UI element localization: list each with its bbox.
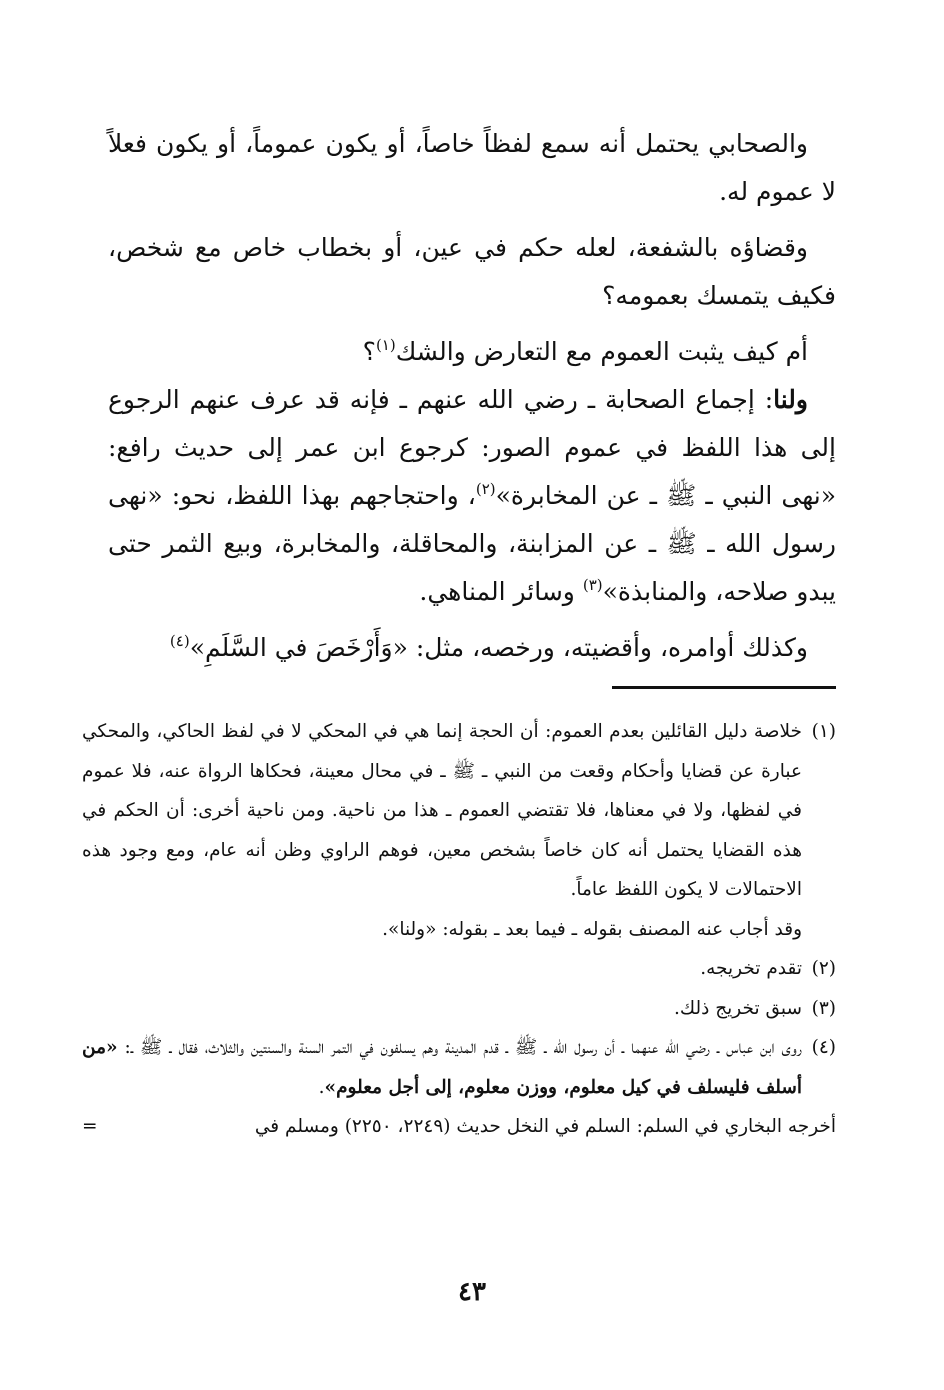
paragraph-3 [108, 328, 836, 376]
footnote-1-text: خلاصة دليل القائلين بعدم العموم: أن الحجة إنما هي في المحكي لا في لفظ الحاكي، والمحكي عبارة عن قضايا وأحكام وقعت من النبي ـ ﷺ ـ في محال معينة، فحكاها الرواة عنه، فلا عموم في لفظها، ولا في معناها، فلا تقتضي العموم ـ هذا من ناحية. ومن ناحية أخرى: أن الحكم في هذه القضايا يحتمل أنه كان خاصاً بشخص معين، فوهم الراوي وظن أنه عام، ومع وجود هذه الاحتمالات لا يكون اللفظ عاماً. [82, 721, 802, 900]
footnote-1-extra: وقد أجاب عنه المصنف بقوله ـ فيما بعد ـ بقوله: «ولنا». [382, 918, 802, 940]
footnote-ref-2[interactable]: (٢) [475, 480, 496, 498]
paragraph-4 [108, 376, 836, 616]
paragraph-2 [108, 224, 836, 320]
paragraph-4-text-a: : إجماع الصحابة ـ رضي الله عنهم ـ فإنه قد عرف عنهم الرجوع إلى هذا اللفظ في عموم الصور: كرجوع ابن عمر إلى حديث رافع: «نهى النبي ـ ﷺ ـ عن المخابرة» [108, 385, 837, 510]
footnote-3-text: سبق تخريج ذلك. [673, 997, 802, 1019]
paragraph-2-text: وقضاؤه بالشفعة، لعله حكم في عين، أو بخطاب خاص مع شخص، فكيف يتمسك بعمومه؟ [108, 233, 836, 310]
main-text [108, 120, 836, 672]
footnote-4-continuation [82, 1107, 836, 1147]
footnote-separator [612, 686, 836, 689]
footnote-2-text: تقدم تخريجه. [700, 958, 802, 979]
footnote-1 [82, 712, 836, 949]
paragraph-1-text: والصحابي يحتمل أنه سمع لفظاً خاصاً، أو يكون عموماً، أو يكون فعلاً لا عموم له. [108, 129, 836, 206]
paragraph-4-text-c: وسائر المناهي. [419, 577, 583, 606]
footnote-ref-3[interactable]: (٣) [582, 576, 603, 594]
paragraph-1 [108, 120, 836, 216]
paragraph-4-text-b: ، واحتجاجهم بهذا اللفظ، نحو: «نهى رسول الله ـ ﷺ ـ عن المزابنة، والمحاقلة، والمخابرة، وبيع الثمر حتى يبدو صلاحه، والمنابذة» [108, 481, 836, 606]
footnote-4-quote: «من أسلف فليسلف في كيل معلوم، ووزن معلوم، إلى أجل معلوم» [82, 1037, 802, 1098]
continuation-mark: = [82, 1116, 98, 1137]
footnote-4-text: روى ابن عباس ـ رضي الله عنهما ـ أن رسول الله ـ ﷺ ـ قدم المدينة وهم يسلفون في التمر السنة والسنتين والثلاث، فقال ـ ﷺ ـ: [117, 1037, 802, 1058]
paragraph-5 [108, 624, 836, 672]
paragraph-5-text: وكذلك أوامره، وأقضيته، ورخصه، مثل: «وَأَرْخَصَ في السَّلَمِ» [189, 633, 808, 662]
footnote-ref-1[interactable]: (١) [375, 336, 396, 354]
footnotes [82, 712, 836, 1147]
footnote-4-end: . [318, 1076, 325, 1098]
footnote-3-number: (٣) [811, 997, 836, 1019]
footnote-4-number: (٤) [811, 1037, 836, 1058]
footnote-1-number: (١) [811, 721, 836, 742]
paragraph-3-end: ؟ [362, 337, 376, 366]
footnote-ref-4[interactable]: (٤) [169, 632, 190, 650]
page-number: ٤٣ [458, 1277, 486, 1307]
footnote-4 [82, 1028, 836, 1107]
paragraph-3-text: أم كيف يثبت العموم مع التعارض والشك [395, 337, 808, 366]
paragraph-4-lead: ولنا [773, 385, 808, 414]
footnote-2 [82, 949, 836, 989]
footnote-3 [82, 989, 836, 1029]
footnote-4-continuation-text: أخرجه البخاري في السلم: السلم في النخل حديث (٢٢٤٩، ٢٢٥٠) ومسلم في [254, 1116, 836, 1137]
footnote-2-number: (٢) [811, 958, 836, 979]
